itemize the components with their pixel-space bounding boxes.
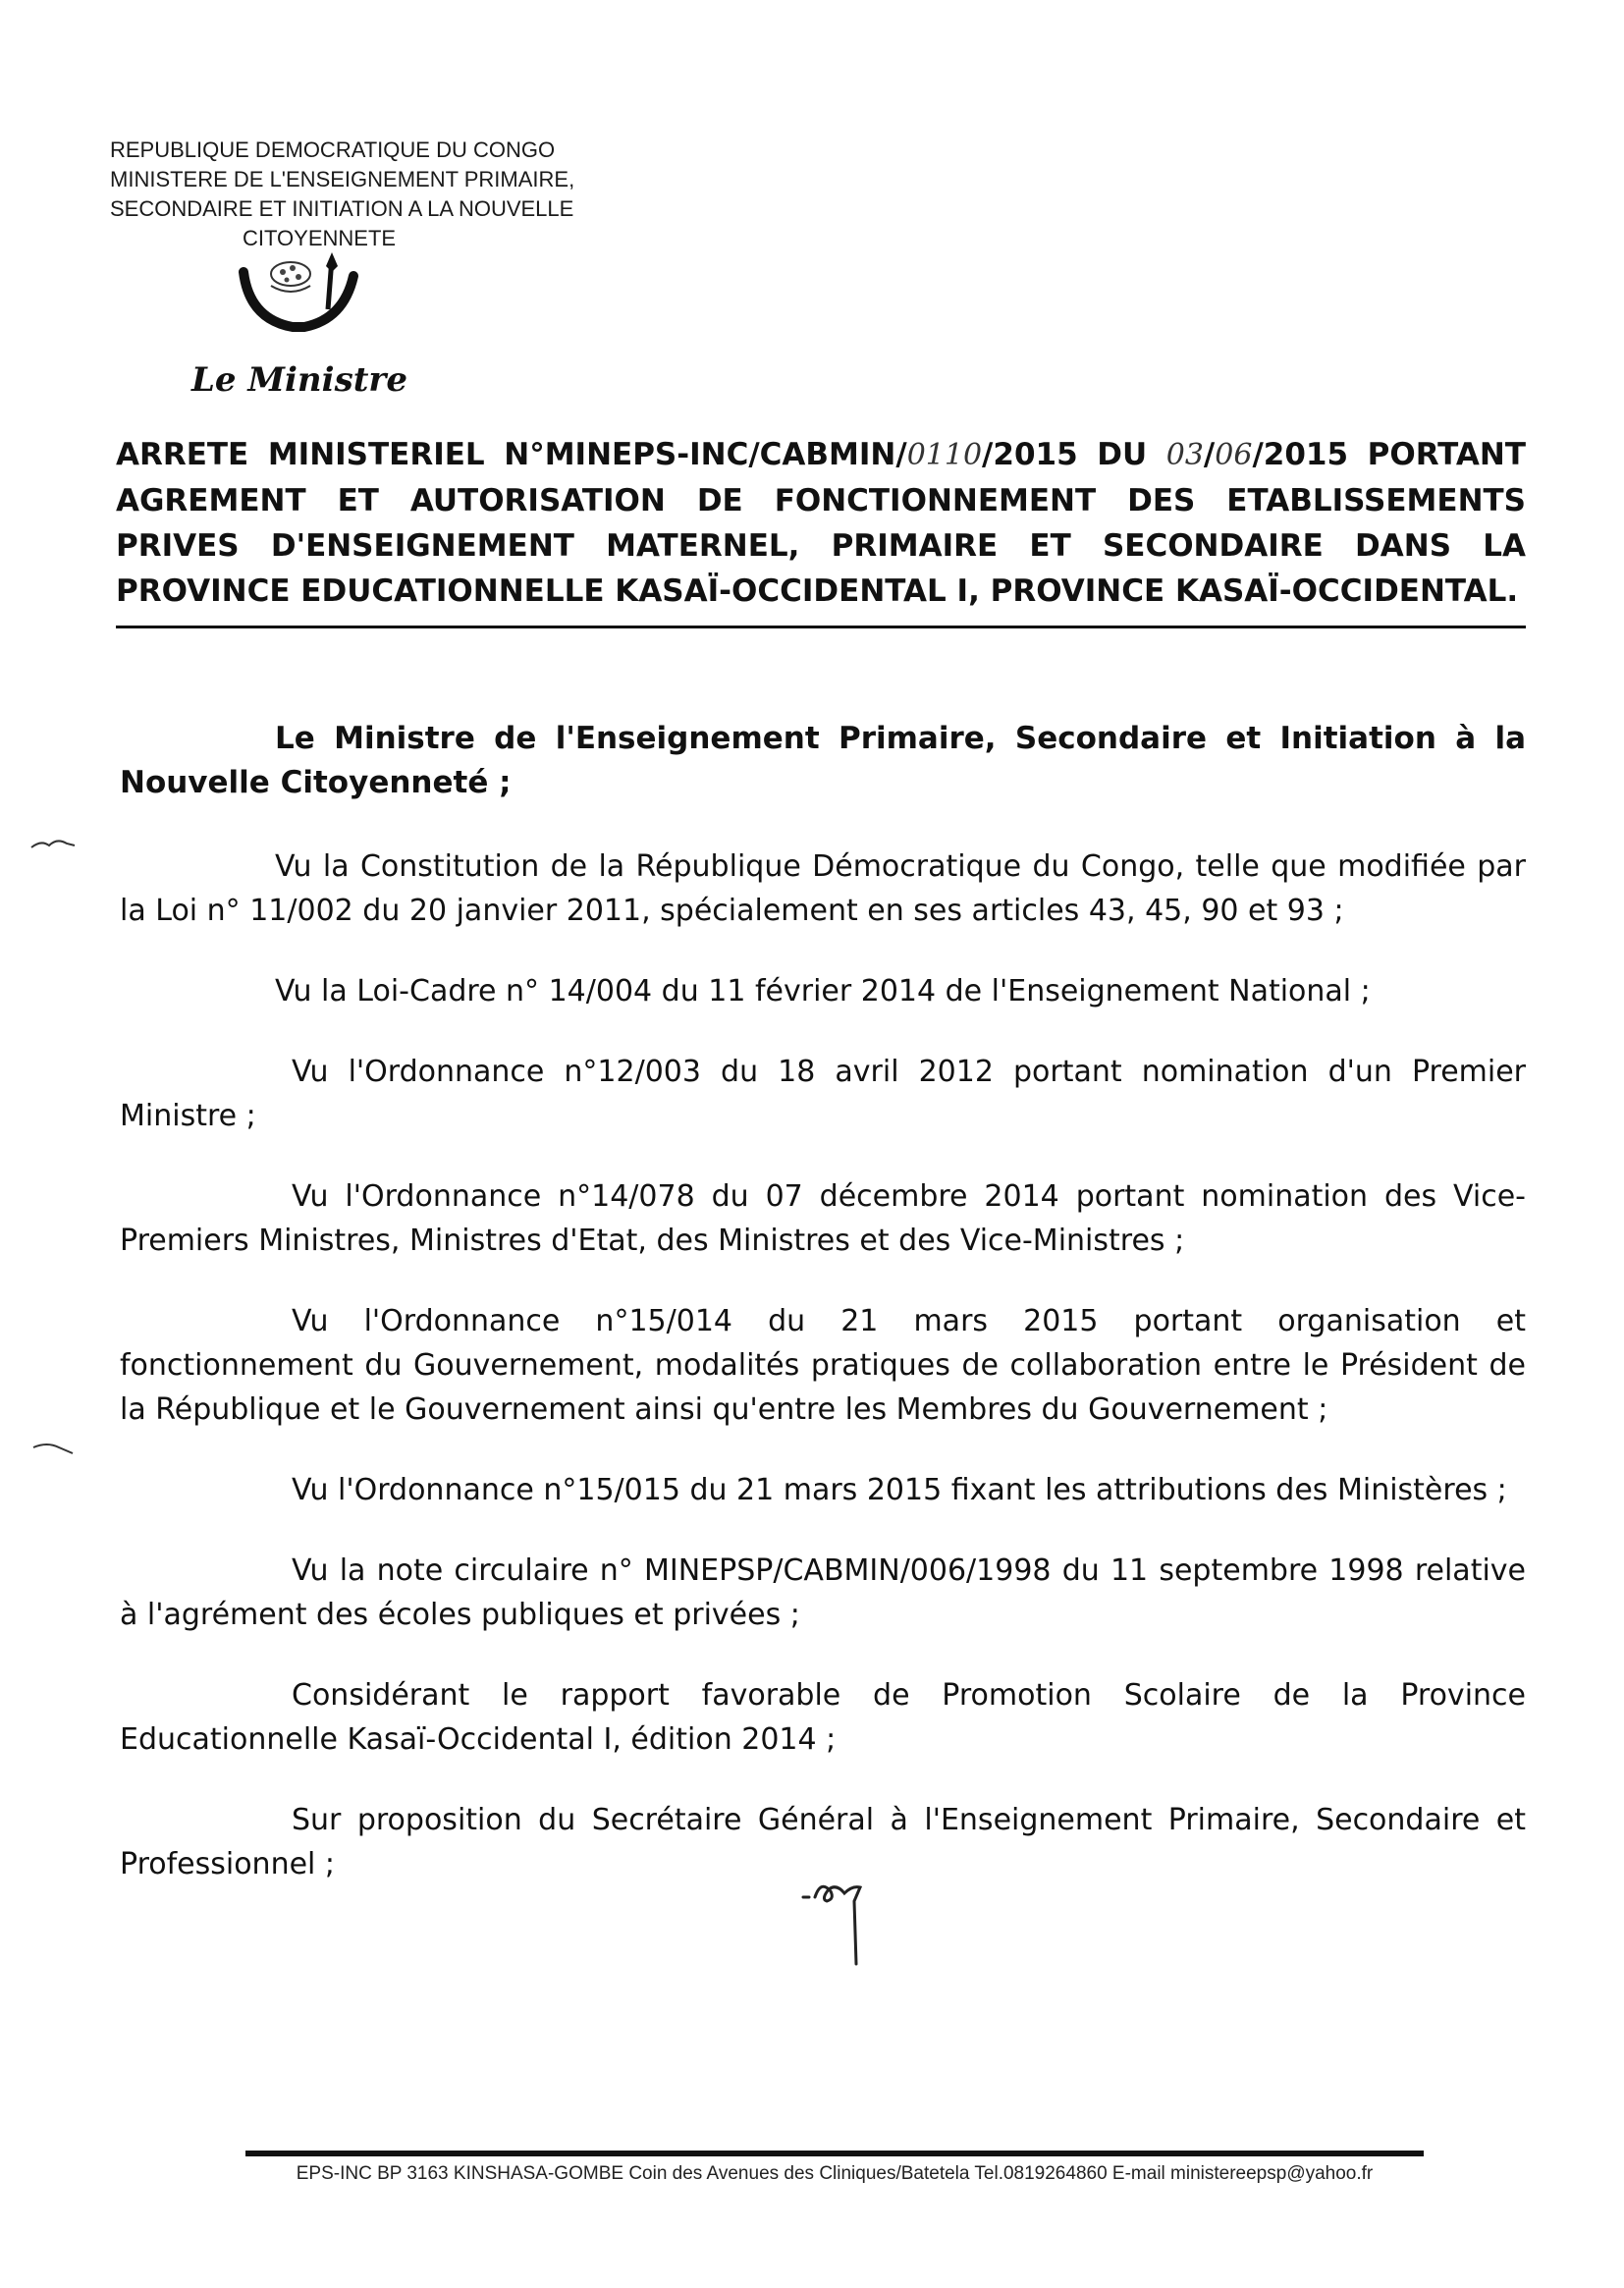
paragraph-loi-cadre: Vu la Loi-Cadre n° 14/004 du 11 février 2014 de l'Enseignement National ;	[275, 974, 1371, 1008]
footer-address: EPS-INC BP 3163 KINSHASA-GOMBE Coin des Avenues des Cliniques/Batetela Tel.0819264860 E-mail ministereepsp@yahoo.fr	[296, 2163, 1374, 2184]
letterhead-line-country: REPUBLIQUE DEMOCRATIQUE DU CONGO	[110, 137, 556, 162]
paragraph-constitution: Vu la Constitution de la République Démocratique du Congo, telle que modifiée par la Loi n° 11/002 du 20 janvier 2011, spécialement en ses articles 43, 45, 90 et 93 ;	[120, 849, 1526, 928]
handwritten-initials-icon	[795, 1866, 874, 1974]
letterhead-line-ministry-3: CITOYENNETE	[243, 226, 397, 250]
decree-title	[116, 432, 1526, 614]
letterhead-line-ministry-2: SECONDAIRE ET INITIATION A LA NOUVELLE	[110, 196, 574, 221]
paragraph-note-circulaire: Vu la note circulaire n° MINEPSP/CABMIN/006/1998 du 11 septembre 1998 relative à l'agrément des écoles publiques et privées ;	[120, 1553, 1526, 1632]
title-suffix: /2015 PORTANT AGREMENT ET AUTORISATION DE FONCTIONNEMENT DES ETABLISSEMENTS PRIVES D'ENSEIGNEMENT MATERNEL, PRIMAIRE ET SECONDAIRE DANS LA PROVINCE EDUCATIONNELLE KASAÏ-OCCIDENTAL I, PROVINCE KASAÏ-OCCIDENTAL.	[116, 437, 1526, 609]
letterhead-line-ministry: MINISTERE DE L'ENSEIGNEMENT PRIMAIRE,	[110, 167, 575, 191]
margin-mark-icon	[27, 830, 86, 859]
paragraph-ordonnance-ministres: Vu l'Ordonnance n°14/078 du 07 décembre 2014 portant nomination des Vice-Premiers Ministres, Ministres d'Etat, des Ministres et des Vice-Ministres ;	[120, 1179, 1526, 1258]
title-middle: /2015 DU	[982, 437, 1166, 472]
minister-heading: Le Ministre de l'Enseignement Primaire, Secondaire et Initiation à la Nouvelle Citoyenneté ;	[120, 721, 1526, 800]
title-underline	[116, 626, 1526, 628]
decree-day: 03	[1165, 438, 1204, 472]
paragraph-ordonnance-gouvernement: Vu l'Ordonnance n°15/014 du 21 mars 2015 portant organisation et fonctionnement du Gouvernement, modalités pratiques de collaboration entre le Président de la République et le Gouvernement ainsi qu'entre les Membres du Gouvernement ;	[120, 1304, 1526, 1427]
paragraph-ordonnance-attributions: Vu l'Ordonnance n°15/015 du 21 mars 2015 fixant les attributions des Ministères ;	[292, 1473, 1507, 1507]
letterhead	[110, 136, 699, 253]
minister-signature-label: Le Ministre	[191, 360, 407, 400]
footer-rule	[245, 2151, 1424, 2156]
decree-number: 0110	[906, 438, 983, 472]
paragraph-rapport-promotion: Considérant le rapport favorable de Promotion Scolaire de la Province Educationnelle Kasaï-Occidental I, édition 2014 ;	[120, 1678, 1526, 1757]
margin-mark-icon	[27, 1434, 86, 1463]
title-prefix: ARRETE MINISTERIEL N°MINEPS-INC/CABMIN/	[116, 437, 907, 472]
decree-month: 06	[1215, 438, 1253, 472]
decree-body	[120, 717, 1526, 1923]
leopard-spear-emblem-icon	[234, 250, 366, 349]
title-month-separator: /	[1203, 437, 1216, 472]
paragraph-ordonnance-premier-ministre: Vu l'Ordonnance n°12/003 du 18 avril 2012 portant nomination d'un Premier Ministre ;	[120, 1055, 1526, 1133]
paragraph-proposition: Sur proposition du Secrétaire Général à l'Enseignement Primaire, Secondaire et Professionnel ;	[120, 1803, 1526, 1881]
